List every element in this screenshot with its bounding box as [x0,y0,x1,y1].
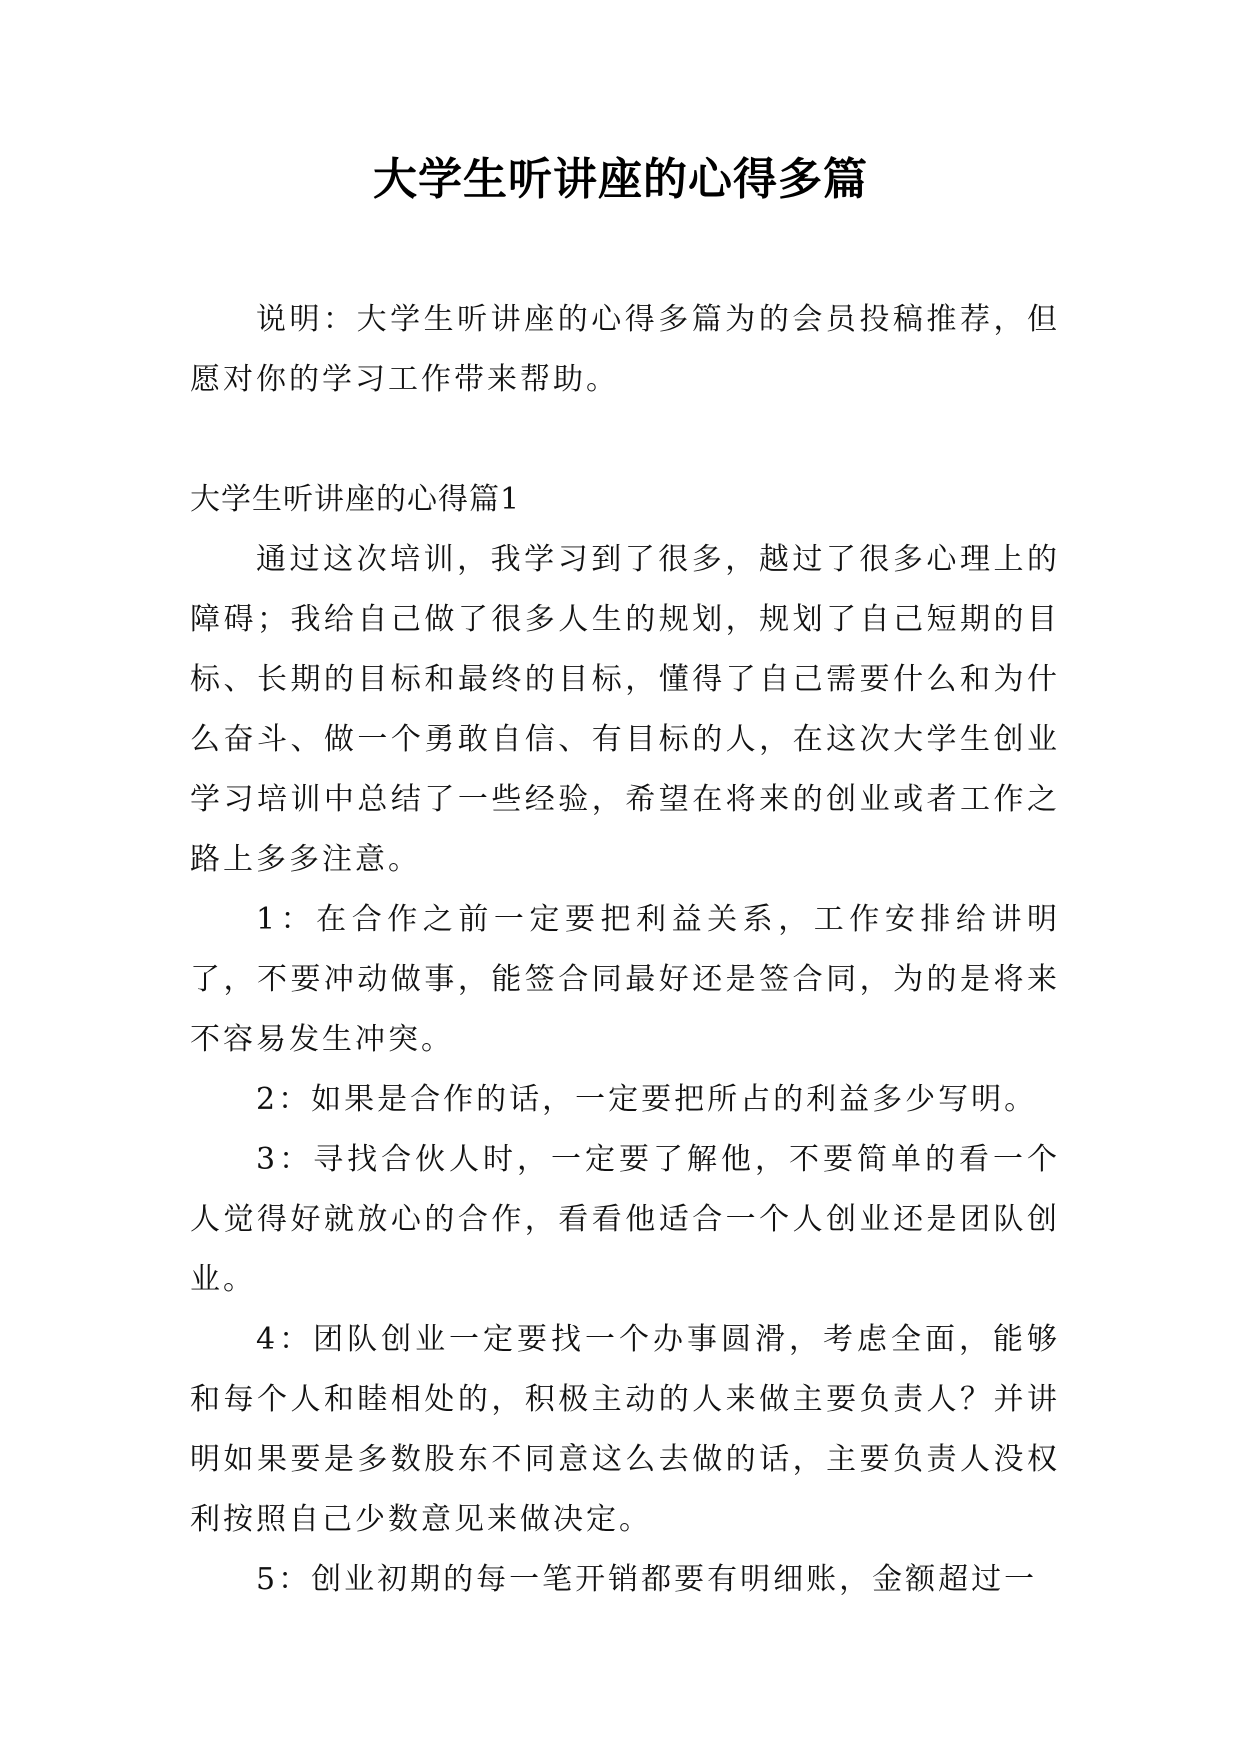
document-title: 大学生听讲座的心得多篇 [373,154,868,205]
intro-paragraph: 说明：大学生听讲座的心得多篇为的会员投稿推荐，但愿对你的学习工作带来帮助。 [190,302,1060,397]
list-item-4: 4：团队创业一定要找一个办事圆滑，考虑全面，能够和每个人和睦相处的，积极主动的人来做主要负责人？并讲明如果要是多数股东不同意这么去做的话，主要负责人没权利按照自己少数意见来做决定。 [190,1322,1060,1537]
section-heading: 大学生听讲座的心得篇1 [190,482,521,517]
list-item-5: 5：创业初期的每一笔开销都要有明细账，金额超过一 [256,1562,1038,1597]
list-item-1: 1：在合作之前一定要把利益关系，工作安排给讲明了，不要冲动做事，能签合同最好还是签合同，为的是将来不容易发生冲突。 [190,902,1060,1057]
paragraph-gap [190,410,1060,470]
document-body [190,290,1060,1610]
body-paragraph: 通过这次培训，我学习到了很多，越过了很多心理上的障碍；我给自己做了很多人生的规划，规划了自己短期的目标、长期的目标和最终的目标，懂得了自己需要什么和为什么奋斗、做一个勇敢自信、有目标的人，在这次大学生创业学习培训中总结了一些经验，希望在将来的创业或者工作之路上多多注意。 [190,542,1060,877]
list-item-2: 2：如果是合作的话，一定要把所占的利益多少写明。 [256,1082,1038,1117]
list-item-3: 3：寻找合伙人时，一定要了解他，不要简单的看一个人觉得好就放心的合作，看看他适合一个人创业还是团队创业。 [190,1142,1060,1297]
